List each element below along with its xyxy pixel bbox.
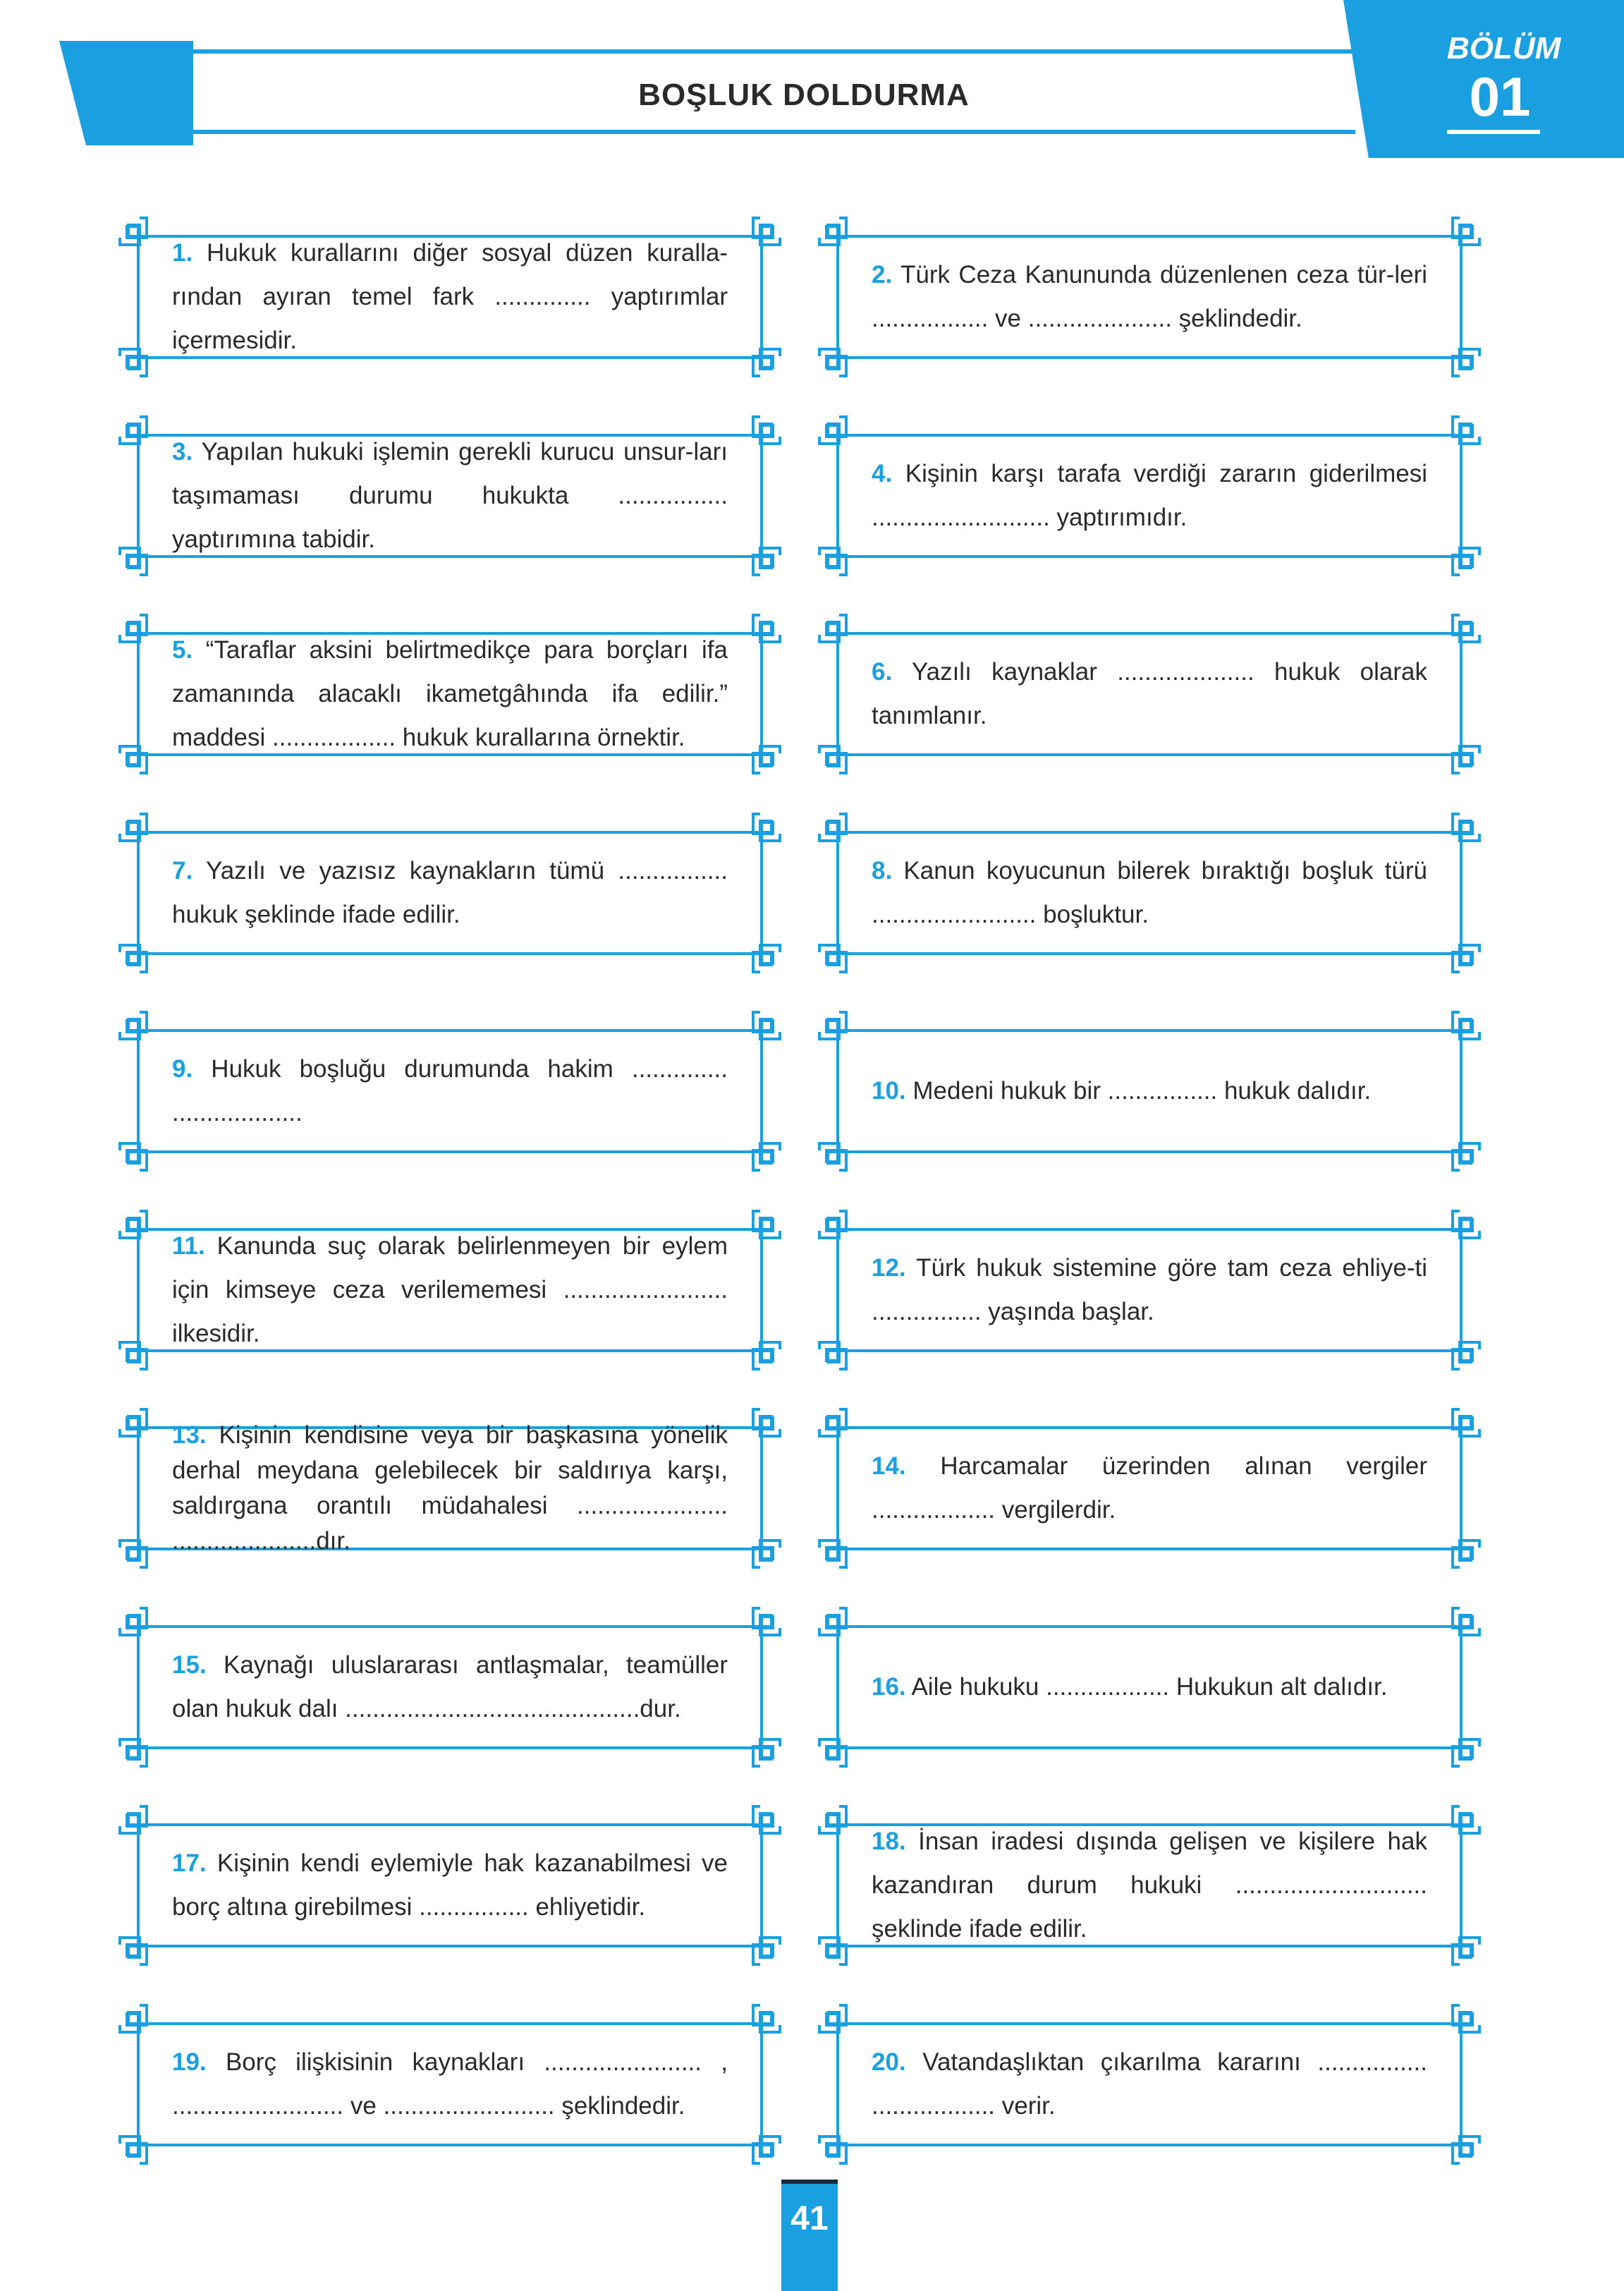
question-paragraph xyxy=(872,1445,1427,1532)
question-number: 12. xyxy=(872,1254,906,1282)
question-text-block xyxy=(172,813,728,973)
question-text: Türk hukuk sistemine göre tam ceza ehliye-ti ................ yaşında başlar. xyxy=(872,1254,1428,1325)
question-text: Kanun koyucunun bilerek bıraktığı boşluk türü ........................ boşluktur. xyxy=(872,857,1427,928)
question-paragraph xyxy=(872,1246,1427,1334)
question-number: 17. xyxy=(172,1849,207,1877)
question-box xyxy=(118,1805,781,1966)
question-box xyxy=(818,217,1481,377)
question-number: 11. xyxy=(172,1232,205,1260)
question-paragraph xyxy=(872,650,1427,738)
question-box xyxy=(118,1210,781,1371)
question-box xyxy=(118,217,781,377)
chapter-number: 01 xyxy=(1469,66,1531,128)
question-number: 7. xyxy=(172,857,193,885)
question-box xyxy=(118,1011,781,1172)
question-text-block xyxy=(172,1011,728,1172)
question-number: 14. xyxy=(872,1452,906,1480)
question-paragraph xyxy=(872,1665,1427,1709)
question-text-block xyxy=(872,217,1427,377)
question-paragraph xyxy=(872,2041,1427,2128)
header-bottom-rule xyxy=(176,130,1355,134)
question-text: Kaynağı uluslararası antlaşmalar, teamüller olan hukuk dalı ...........................................dur. xyxy=(172,1651,728,1722)
question-number: 10. xyxy=(872,1077,906,1105)
question-text: “Taraflar aksini belirtmedikçe para borçları ifa zamanında alacaklı ikametgâhında ifa edilir.” maddesi .................. hukuk kurallarına örnektir. xyxy=(172,636,728,751)
question-number: 5. xyxy=(172,636,193,664)
question-paragraph xyxy=(172,628,728,760)
question-box xyxy=(818,1607,1481,1768)
question-text-block xyxy=(872,614,1427,774)
question-paragraph xyxy=(172,1047,728,1135)
question-text-block xyxy=(172,1408,728,1569)
question-box xyxy=(118,415,781,576)
question-text: Türk Ceza Kanununda düzenlenen ceza tür-leri ................. ve ..................... şeklindedir. xyxy=(872,261,1427,332)
question-text: Kanunda suç olarak belirlenmeyen bir eylem için kimseye ceza verilememesi ........................ ilkesidir. xyxy=(172,1232,728,1347)
question-box xyxy=(118,1408,781,1569)
question-text-block xyxy=(172,217,728,377)
question-text-block xyxy=(172,614,728,774)
question-number: 3. xyxy=(172,438,193,466)
question-text: Kişinin kendi eylemiyle hak kazanabilmesi ve borç altına girebilmesi ................ ehliyetidir. xyxy=(172,1849,728,1921)
question-number: 6. xyxy=(872,658,893,686)
question-text-block xyxy=(172,1805,728,1966)
header-accent-tab xyxy=(59,41,193,145)
question-box xyxy=(818,1210,1481,1371)
question-text-block xyxy=(172,1607,728,1768)
question-paragraph xyxy=(172,1643,728,1731)
question-paragraph xyxy=(172,849,728,937)
question-text: Hukuk kurallarını diğer sosyal düzen kuralla-rından ayıran temel fark .............. yaptırımlar içermesidir. xyxy=(172,239,728,354)
question-text: Yazılı ve yazısız kaynakların tümü ................ hukuk şeklinde ifade edilir. xyxy=(172,857,728,928)
question-box xyxy=(818,1805,1481,1966)
question-number: 2. xyxy=(872,261,893,288)
question-text-block xyxy=(872,1210,1427,1371)
chapter-label: BÖLÜM xyxy=(1447,31,1561,66)
question-paragraph xyxy=(172,2041,728,2128)
question-text: Yazılı kaynaklar .................... hukuk olarak tanımlanır. xyxy=(872,658,1427,729)
question-box xyxy=(118,2004,781,2165)
question-paragraph xyxy=(172,430,728,561)
question-text-block xyxy=(872,1805,1427,1966)
question-number: 19. xyxy=(172,2048,207,2076)
question-text-block xyxy=(872,1408,1427,1569)
question-text: Medeni hukuk bir ................ hukuk dalıdır. xyxy=(912,1077,1372,1105)
question-text-block xyxy=(172,2004,728,2165)
question-paragraph xyxy=(872,1069,1427,1113)
question-number: 15. xyxy=(172,1651,207,1679)
question-paragraph xyxy=(172,231,728,363)
question-paragraph xyxy=(172,1224,728,1356)
question-paragraph xyxy=(872,1820,1427,1951)
question-number: 13. xyxy=(172,1421,207,1449)
question-text-block xyxy=(172,415,728,576)
page-number: 41 xyxy=(790,2200,829,2237)
question-box xyxy=(818,1408,1481,1569)
question-text: Harcamalar üzerinden alınan vergiler .................. vergilerdir. xyxy=(872,1452,1427,1524)
question-text-block xyxy=(872,1011,1427,1172)
question-text: Kişinin karşı tarafa verdiği zararın giderilmesi .......................... yaptırımıdır. xyxy=(872,460,1427,531)
question-number: 9. xyxy=(172,1055,193,1083)
question-text-block xyxy=(872,813,1427,973)
question-box xyxy=(118,614,781,774)
question-text-block xyxy=(872,415,1427,576)
question-box xyxy=(118,1607,781,1768)
question-paragraph xyxy=(872,452,1427,540)
question-box xyxy=(818,2004,1481,2165)
question-text: Aile hukuku .................. Hukukun alt dalıdır. xyxy=(911,1673,1388,1701)
question-paragraph xyxy=(872,253,1427,341)
question-text: Borç ilişkisinin kaynakları ....................... , ......................... ve ......................... şeklindedir. xyxy=(172,2048,728,2120)
question-text: Vatandaşlıktan çıkarılma kararını ................ .................. verir. xyxy=(872,2048,1427,2120)
page-number-bar xyxy=(781,2180,838,2184)
chapter-underline xyxy=(1447,130,1540,134)
question-number: 8. xyxy=(872,857,893,885)
page-title: BOŞLUK DOLDURMA xyxy=(638,78,970,112)
question-box xyxy=(818,614,1481,774)
question-number: 1. xyxy=(172,239,193,267)
question-paragraph xyxy=(872,849,1427,937)
question-text: Kişinin kendisine veya bir başkasına yönelik derhal meydana gelebilecek bir saldırıya karşı, saldırgana orantılı müdahalesi ...................... .....................dır. xyxy=(172,1421,728,1555)
question-number: 20. xyxy=(872,2048,906,2076)
question-box xyxy=(818,415,1481,576)
question-number: 4. xyxy=(872,460,893,487)
header-top-rule xyxy=(176,49,1355,54)
question-text-block xyxy=(872,2004,1427,2165)
question-paragraph xyxy=(172,1418,728,1559)
question-number: 18. xyxy=(872,1828,906,1855)
question-number: 16. xyxy=(872,1673,906,1701)
question-text-block xyxy=(872,1607,1427,1768)
question-text: Yapılan hukuki işlemin gerekli kurucu unsur-ları taşımaması durumu hukukta ................ yaptırımına tabidir. xyxy=(172,438,728,553)
question-box xyxy=(818,1011,1481,1172)
question-box xyxy=(818,813,1481,973)
question-text: İnsan iradesi dışında gelişen ve kişilere hak kazandıran durum hukuki ............................ şeklinde ifade edilir. xyxy=(872,1828,1427,1943)
question-text-block xyxy=(172,1210,728,1371)
question-paragraph xyxy=(172,1842,728,1929)
question-text: Hukuk boşluğu durumunda hakim .............. ................... xyxy=(172,1055,728,1126)
question-box xyxy=(118,813,781,973)
